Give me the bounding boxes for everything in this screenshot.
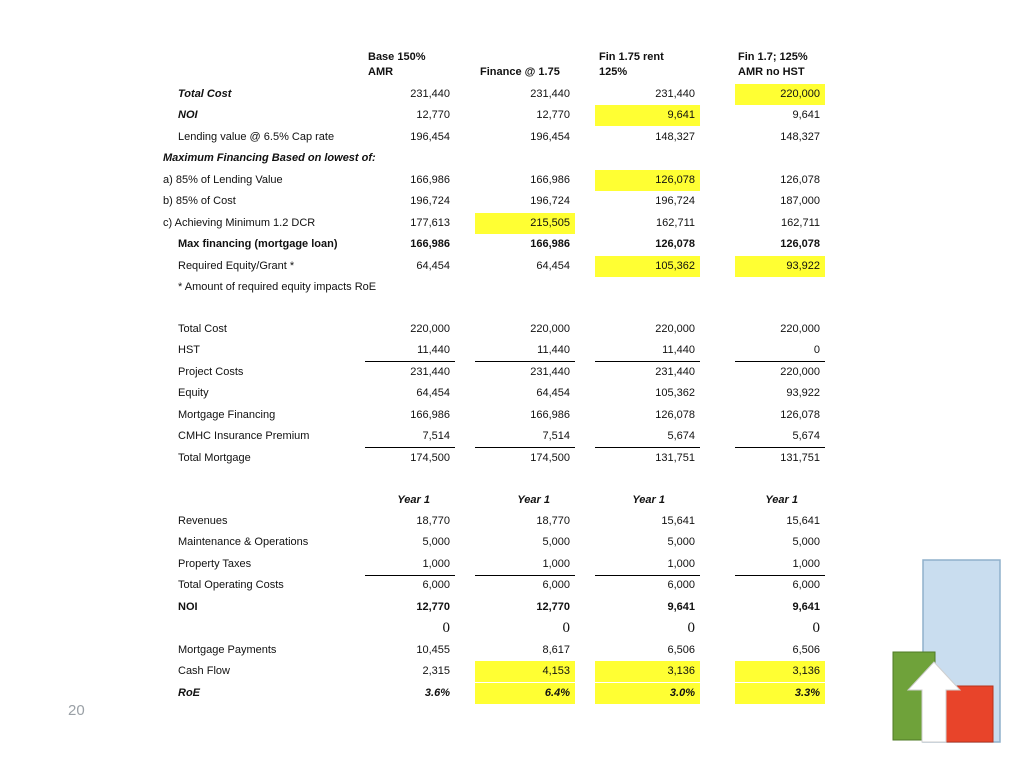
- value-cell: 187,000: [780, 195, 820, 208]
- value-cell: 4,153: [475, 661, 575, 682]
- value-cell: 162,711: [781, 216, 820, 229]
- value-cell: 5,000: [667, 536, 695, 549]
- row-label: Max financing (mortgage loan): [178, 238, 338, 251]
- value-cell: [475, 148, 575, 169]
- value-cell: 166,986: [410, 238, 450, 251]
- value-cell: 0: [562, 620, 570, 637]
- row-label: [178, 618, 378, 639]
- value-cell: 220,000: [735, 84, 825, 105]
- value-cell: 220,000: [655, 323, 695, 335]
- value-cell: 196,724: [410, 195, 450, 208]
- value-cell: 174,500: [410, 451, 450, 464]
- value-cell: 0: [812, 620, 820, 637]
- value-cell: 3.3%: [735, 683, 825, 704]
- value-cell: 166,986: [530, 173, 570, 186]
- row-label: NOI: [178, 600, 198, 613]
- value-cell: [365, 277, 455, 298]
- value-cell: 11,440: [537, 344, 570, 357]
- value-cell: 6,000: [422, 579, 450, 592]
- column-header-line2: AMR: [368, 66, 394, 78]
- value-cell: 231,440: [530, 88, 570, 100]
- value-cell: 64,454: [536, 259, 570, 272]
- row-label: Total Mortgage: [178, 451, 251, 464]
- value-cell: [595, 277, 700, 298]
- value-cell: 2,315: [422, 665, 450, 678]
- value-cell: 5,000: [792, 536, 820, 549]
- value-cell: 12,770: [536, 600, 570, 613]
- value-cell: 174,500: [530, 451, 570, 464]
- column-header-line1: Base 150%: [368, 51, 426, 63]
- value-cell: [735, 277, 825, 298]
- row-label: Revenues: [178, 515, 228, 527]
- value-cell: 148,327: [655, 130, 695, 143]
- value-cell: 162,711: [656, 216, 695, 229]
- column-header-1: [368, 50, 426, 80]
- column-header-3: [599, 50, 664, 80]
- row-label: b) 85% of Cost: [163, 195, 236, 208]
- page-number: 20: [68, 702, 85, 719]
- value-cell: 64,454: [416, 259, 450, 272]
- value-cell: [595, 148, 700, 169]
- column-header-2: [480, 50, 560, 80]
- value-cell: 105,362: [595, 256, 700, 277]
- value-cell: 15,641: [661, 515, 695, 527]
- row-label: HST: [178, 344, 200, 357]
- value-cell: 11,440: [662, 344, 695, 357]
- value-cell: 166,986: [410, 173, 450, 186]
- value-cell: 18,770: [536, 515, 570, 527]
- value-cell: 3,136: [735, 661, 825, 682]
- column-header-4: [738, 50, 808, 80]
- value-cell: 126,078: [655, 238, 695, 251]
- value-cell: 6,506: [667, 643, 695, 656]
- value-cell: [475, 277, 575, 298]
- value-cell: 166,986: [410, 408, 450, 421]
- up-arrow-logo-icon: [890, 556, 1006, 746]
- value-cell: 3.0%: [595, 683, 700, 704]
- row-label: Equity: [178, 387, 209, 400]
- value-cell: 8,617: [542, 643, 570, 656]
- value-cell: 220,000: [780, 365, 820, 378]
- value-cell: 64,454: [416, 387, 450, 400]
- row-label: Maintenance & Operations: [178, 536, 309, 549]
- value-cell: 126,078: [595, 170, 700, 191]
- year-header: Year 1: [397, 494, 430, 506]
- value-cell: 12,770: [416, 600, 450, 613]
- row-label: NOI: [178, 109, 198, 122]
- column-header-line2: 125%: [599, 66, 628, 78]
- value-cell: 1,000: [792, 557, 820, 570]
- value-cell: 5,674: [667, 430, 695, 443]
- row-label: Cash Flow: [178, 665, 230, 678]
- value-cell: 7,514: [542, 430, 570, 443]
- row-label: CMHC Insurance Premium: [178, 430, 310, 443]
- row-label: Required Equity/Grant *: [178, 259, 295, 272]
- value-cell: 6,000: [667, 579, 695, 592]
- value-cell: [365, 148, 455, 169]
- row-label: Total Cost: [178, 88, 232, 100]
- value-cell: 126,078: [780, 408, 820, 421]
- column-header-line2: Finance @ 1.75: [480, 66, 560, 78]
- value-cell: 6,000: [542, 579, 570, 592]
- value-cell: 0: [687, 620, 695, 637]
- value-cell: 231,440: [530, 365, 570, 378]
- row-label: Mortgage Payments: [178, 643, 277, 656]
- value-cell: 6,000: [792, 579, 820, 592]
- column-header-line1: Fin 1.7; 125%: [738, 51, 808, 63]
- row-label: Total Operating Costs: [178, 579, 284, 592]
- value-cell: 231,440: [410, 88, 450, 100]
- value-cell: 1,000: [667, 557, 695, 570]
- value-cell: 0: [442, 620, 450, 637]
- value-cell: 3,136: [595, 661, 700, 682]
- value-cell: 177,613: [410, 216, 450, 229]
- row-label: Total Cost: [178, 323, 227, 335]
- value-cell: 126,078: [780, 173, 820, 186]
- value-cell: 93,922: [786, 387, 820, 400]
- value-cell: 9,641: [792, 600, 820, 613]
- value-cell: 231,440: [410, 365, 450, 378]
- value-cell: 231,440: [655, 88, 695, 100]
- value-cell: 220,000: [410, 323, 450, 335]
- value-cell: 11,440: [417, 344, 450, 357]
- row-label: Project Costs: [178, 365, 244, 378]
- row-label: Lending value @ 6.5% Cap rate: [178, 130, 335, 143]
- value-cell: 6,506: [792, 643, 820, 656]
- value-cell: 15,641: [786, 515, 820, 527]
- row-label: Maximum Financing Based on lowest of:: [163, 152, 376, 165]
- value-cell: 12,770: [536, 109, 570, 122]
- value-cell: 166,986: [530, 408, 570, 421]
- value-cell: 126,078: [780, 238, 820, 251]
- value-cell: 3.6%: [424, 686, 450, 699]
- column-header-line1: [480, 50, 560, 65]
- row-label: RoE: [178, 686, 200, 699]
- value-cell: 196,724: [530, 195, 570, 208]
- value-cell: 5,000: [542, 536, 570, 549]
- value-cell: 231,440: [655, 365, 695, 378]
- row-label: Mortgage Financing: [178, 408, 276, 421]
- value-cell: 105,362: [655, 387, 695, 400]
- value-cell: 64,454: [536, 387, 570, 400]
- column-header-line1: Fin 1.75 rent: [599, 51, 664, 63]
- value-cell: 9,641: [595, 105, 700, 126]
- row-label: Property Taxes: [178, 557, 252, 570]
- value-cell: 220,000: [780, 323, 820, 335]
- row-label: * Amount of required equity impacts RoE: [178, 281, 377, 294]
- year-header: Year 1: [632, 494, 665, 506]
- column-header-line2: AMR no HST: [738, 66, 805, 78]
- value-cell: 18,770: [416, 515, 450, 527]
- value-cell: 5,000: [422, 536, 450, 549]
- value-cell: 196,454: [410, 130, 450, 143]
- value-cell: 196,454: [530, 130, 570, 143]
- value-cell: 7,514: [422, 430, 450, 443]
- value-cell: 9,641: [667, 600, 695, 613]
- value-cell: 148,327: [780, 130, 820, 143]
- value-cell: 166,986: [530, 238, 570, 251]
- value-cell: 131,751: [655, 451, 695, 464]
- year-header: Year 1: [765, 494, 798, 506]
- year-header: Year 1: [517, 494, 550, 506]
- value-cell: 5,674: [792, 430, 820, 443]
- value-cell: 196,724: [655, 195, 695, 208]
- value-cell: 9,641: [792, 109, 820, 122]
- value-cell: 0: [813, 344, 820, 357]
- value-cell: 93,922: [735, 256, 825, 277]
- value-cell: 215,505: [475, 213, 575, 234]
- value-cell: 10,455: [416, 643, 450, 656]
- row-label: c) Achieving Minimum 1.2 DCR: [163, 216, 316, 229]
- value-cell: 126,078: [655, 408, 695, 421]
- value-cell: 1,000: [542, 557, 570, 570]
- value-cell: [735, 148, 825, 169]
- value-cell: 131,751: [780, 451, 820, 464]
- value-cell: 220,000: [530, 323, 570, 335]
- row-label: a) 85% of Lending Value: [163, 173, 283, 186]
- value-cell: 1,000: [422, 557, 450, 570]
- value-cell: 6.4%: [475, 683, 575, 704]
- value-cell: 12,770: [416, 109, 450, 122]
